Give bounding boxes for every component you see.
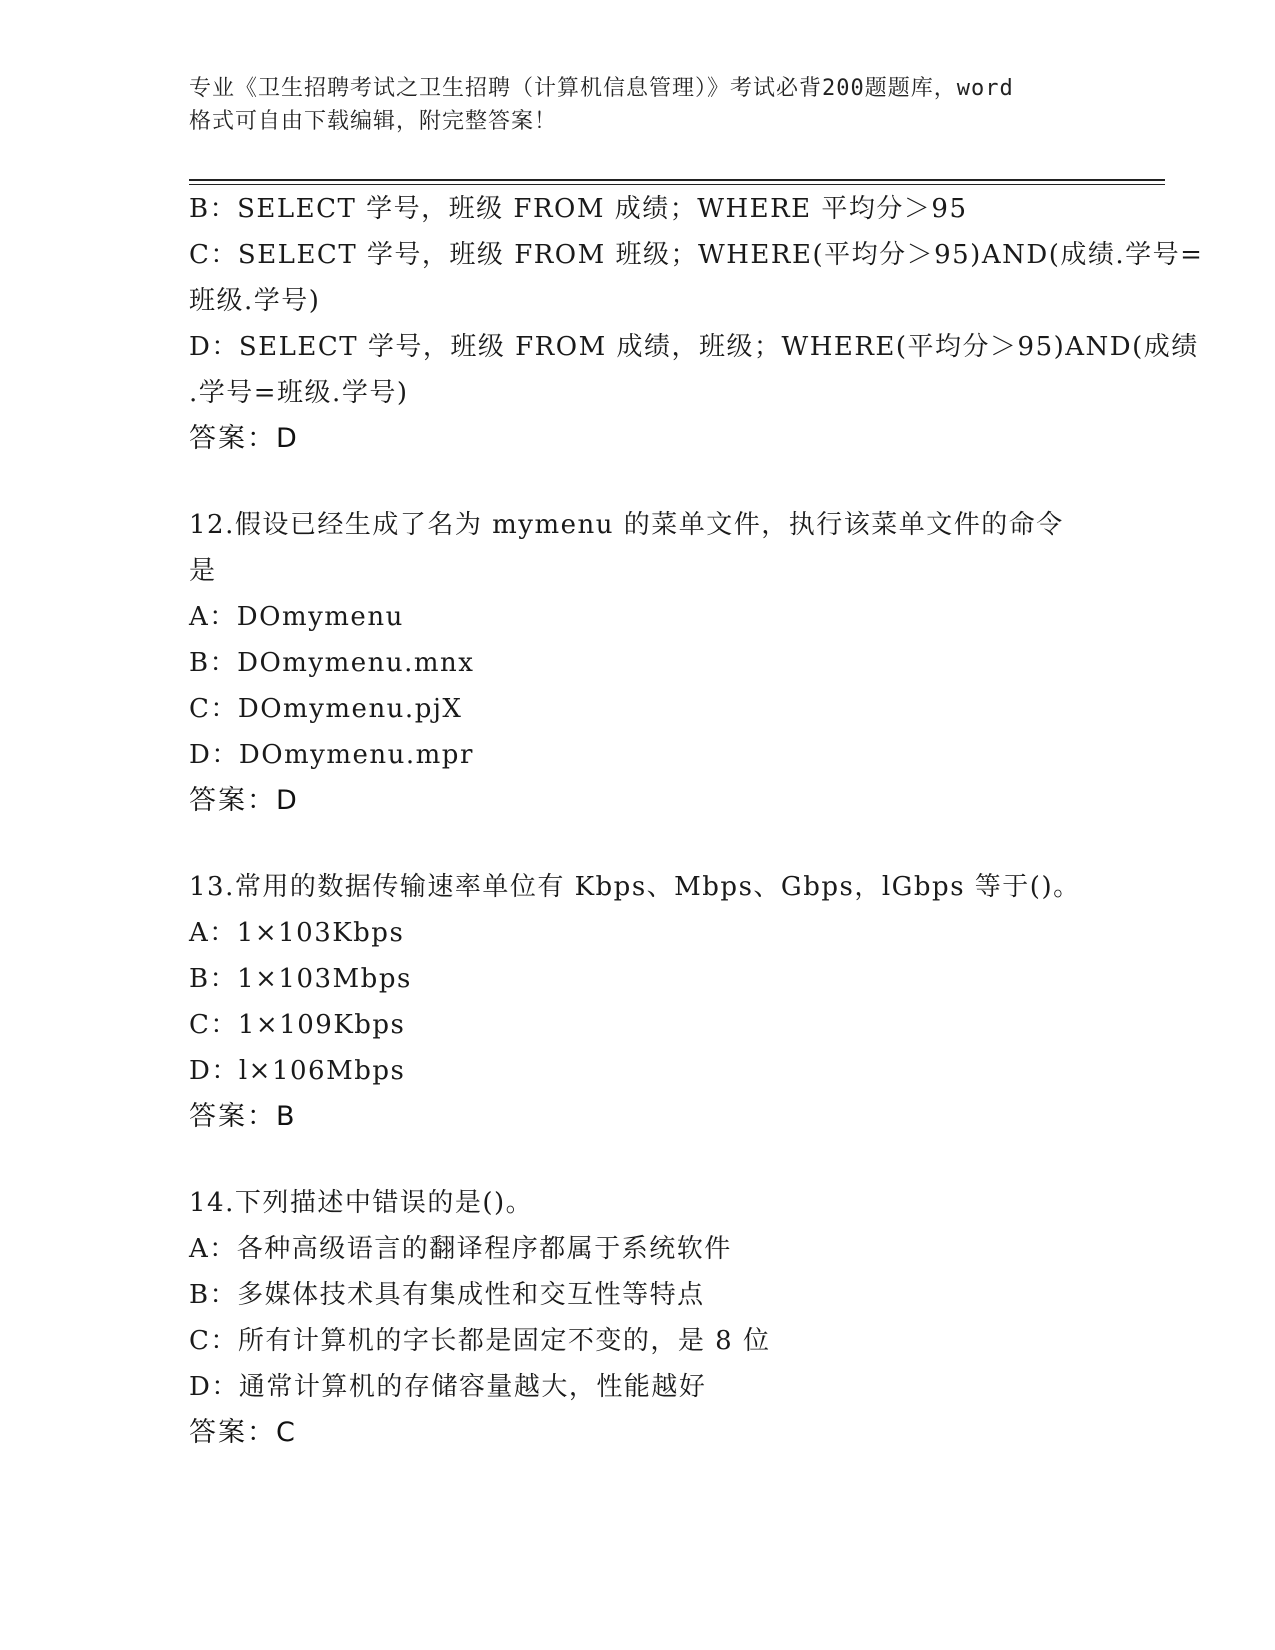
spacer bbox=[189, 462, 1089, 502]
answer: 答案：D bbox=[189, 423, 299, 454]
option-b: B：多媒体技术具有集成性和交互性等特点 bbox=[189, 1280, 705, 1310]
option-b: B：DOmymenu.mnx bbox=[189, 648, 475, 678]
option-b: B：1×103Mbps bbox=[189, 964, 412, 994]
option-d: D：通常计算机的存储容量越大，性能越好 bbox=[189, 1372, 707, 1402]
question-stem-line-1: 12.假设已经生成了名为 mymenu 的菜单文件，执行该菜单文件的命令 bbox=[189, 510, 1064, 540]
option-c: C：所有计算机的字长都是固定不变的，是 8 位 bbox=[189, 1326, 771, 1356]
option-d-line-2: .学号=班级.学号) bbox=[189, 378, 409, 408]
header-line-2: 格式可自由下载编辑，附完整答案！ bbox=[189, 109, 558, 134]
option-a: A：各种高级语言的翻译程序都属于系统软件 bbox=[189, 1234, 732, 1264]
header-line-1: 专业《卫生招聘考试之卫生招聘（计算机信息管理）》考试必背200题题库，word bbox=[189, 76, 1014, 101]
option-c-line-1: C：SELECT 学号，班级 FROM 班级；WHERE(平均分＞95)AND(成绩.学号= bbox=[189, 240, 1204, 270]
option-d: D：l×106Mbps bbox=[189, 1056, 406, 1086]
question-stem: 14.下列描述中错误的是()。 bbox=[189, 1188, 534, 1218]
option-c: C：1×109Kbps bbox=[189, 1010, 406, 1040]
question-stem: 13.常用的数据传输速率单位有 Kbps、Mbps、Gbps，lGbps 等于()。 bbox=[189, 872, 1081, 902]
option-d-line-1: D：SELECT 学号，班级 FROM 成绩，班级；WHERE(平均分＞95)AND(成绩 bbox=[189, 332, 1199, 362]
header-divider bbox=[189, 179, 1165, 185]
option-a: A：1×103Kbps bbox=[189, 918, 405, 948]
option-c: C：DOmymenu.pjX bbox=[189, 694, 463, 724]
question-11 bbox=[189, 186, 1204, 462]
answer: 答案：D bbox=[189, 785, 299, 816]
answer: 答案：B bbox=[189, 1101, 297, 1132]
question-list bbox=[189, 186, 1204, 1456]
question-14 bbox=[189, 1180, 1089, 1456]
spacer bbox=[189, 824, 1089, 864]
question-stem-line-2: 是 bbox=[189, 556, 217, 586]
question-12 bbox=[189, 502, 1089, 824]
answer: 答案：C bbox=[189, 1417, 297, 1448]
question-13 bbox=[189, 864, 1089, 1140]
option-b: B：SELECT 学号，班级 FROM 成绩；WHERE 平均分＞95 bbox=[189, 194, 968, 224]
spacer bbox=[189, 1140, 1089, 1180]
option-a: A：DOmymenu bbox=[189, 602, 404, 632]
option-c-line-2: 班级.学号) bbox=[189, 286, 321, 316]
option-d: D：DOmymenu.mpr bbox=[189, 740, 474, 770]
document-header bbox=[189, 72, 1089, 138]
